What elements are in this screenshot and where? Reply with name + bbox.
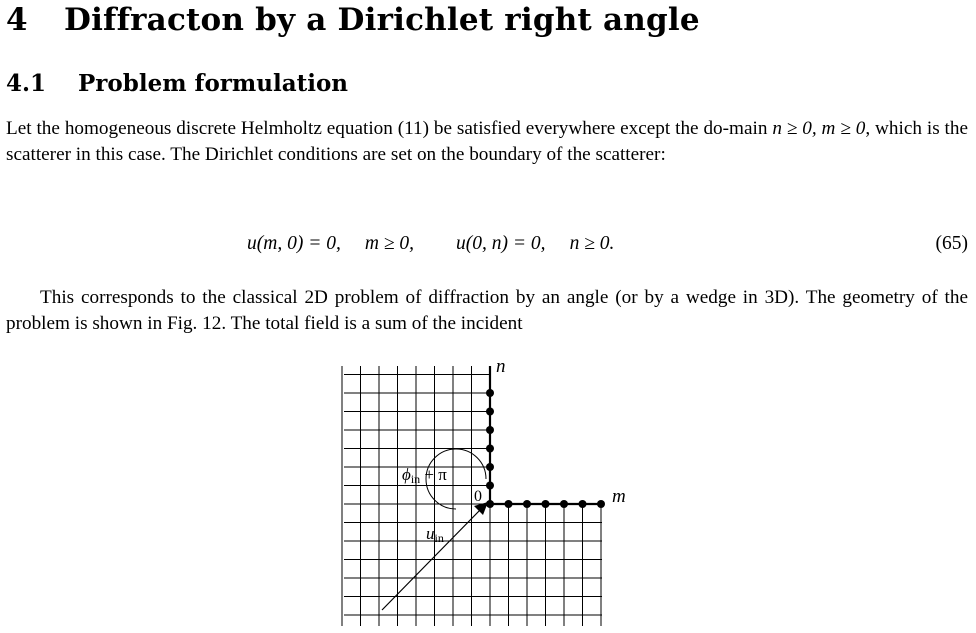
angle-label-rest: + π [420, 465, 447, 484]
paragraph2-text: This corresponds to the classical 2D problem of diffraction by an angle (or by a wedge in 3D). The geometry of the problem is shown in Fig. 12. The total field is a sum of the incident [6, 287, 968, 334]
section-title-text: Diffracton by a Dirichlet right angle [64, 2, 700, 38]
boundary-nodes [486, 389, 605, 508]
angle-label-phi: ϕ [402, 465, 411, 484]
boundary-node [597, 500, 605, 508]
boundary-node [505, 500, 513, 508]
equation-body [247, 233, 614, 255]
equation-left-condition: m ≥ 0, [364, 233, 415, 254]
subsection-title [6, 70, 348, 97]
incident-label-u: u [426, 524, 435, 543]
axis-label-n: n [496, 356, 506, 377]
section-title [6, 2, 700, 38]
boundary-node [560, 500, 568, 508]
boundary-node [523, 500, 531, 508]
axis-label-m: m [612, 486, 626, 507]
paragraph1-math-domain: n ≥ 0, m ≥ 0 [772, 118, 866, 139]
boundary-node [486, 463, 494, 471]
equation-65 [0, 233, 976, 263]
equation-right-lhs: u(0, n) = 0, [456, 233, 546, 254]
angle-label-sub: in [410, 472, 421, 486]
paragraph-geometry [6, 285, 968, 337]
section-number: 4 [6, 2, 28, 38]
figure-right-angle-geometry [330, 354, 650, 633]
lattice-grid [342, 366, 602, 626]
equation-left-lhs: u(m, 0) = 0, [247, 233, 341, 254]
subsection-title-text: Problem formulation [78, 70, 349, 97]
boundary-node [579, 500, 587, 508]
paragraph1-text-a: Let the homogeneous discrete Helmholtz equation (11) be satisfied everywhere except the do-main [6, 118, 773, 139]
boundary-node [486, 445, 494, 453]
boundary-node [486, 408, 494, 416]
paragraph1-text-b: , which is the scatterer in this case. The Dirichlet conditions are set on the boundary of the scatterer: [6, 118, 969, 165]
boundary-node [486, 482, 494, 490]
origin-label: 0 [474, 488, 482, 505]
subsection-number: 4.1 [6, 70, 47, 97]
equation-right-condition: n ≥ 0. [569, 233, 615, 254]
angle-label [402, 465, 447, 486]
boundary-node [542, 500, 550, 508]
figure-svg [330, 354, 650, 633]
boundary-node [486, 389, 494, 397]
equation-number: (65) [935, 233, 968, 254]
incident-label-sub: in [434, 531, 444, 545]
paragraph-problem-statement [6, 116, 968, 168]
boundary-node [486, 426, 494, 434]
